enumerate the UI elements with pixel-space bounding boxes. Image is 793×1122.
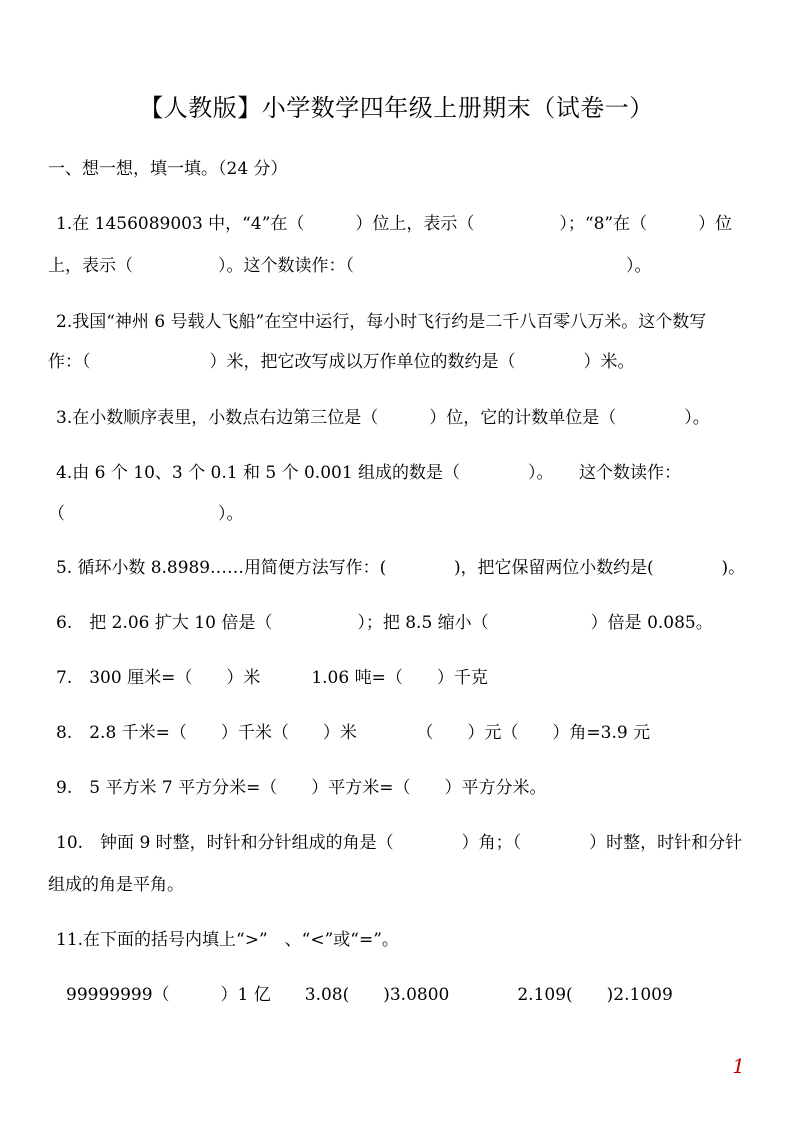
question-11: 11.在下面的括号内填上“>” 、“<”或“=”。	[56, 930, 399, 950]
question-10-line-2: 组成的角是平角。	[48, 875, 184, 895]
question-8: 8. 2.8 千米=（ ）千米（ ）米 （ ）元（ ）角=3.9 元	[56, 723, 651, 743]
question-4-line-1: 4.由 6 个 10、3 个 0.1 和 5 个 0.001 组成的数是（ ）。 这个数读作：	[56, 463, 682, 483]
question-2-line-2: 作：（ ）米，把它改写成以万作单位的数约是（ ）米。	[48, 352, 635, 372]
question-3: 3.在小数顺序表里，小数点右边第三位是（ ）位，它的计数单位是（ ）。	[56, 408, 710, 428]
question-5: 5. 循环小数 8.8989……用简便方法写作：( )，把它保留两位小数约是( )。	[56, 558, 746, 578]
question-7: 7. 300 厘米=（ ）米 1.06 吨=（ ）千克	[56, 668, 488, 688]
question-2-line-1: 2.我国“神州 6 号载人飞船”在空中运行，每小时飞行约是二千八百零八万米。这个数写	[56, 312, 707, 332]
document-title: 【人教版】小学数学四年级上册期末（试卷一）	[139, 94, 654, 122]
question-11-items: 99999999（ ）1 亿 3.08( )3.0800 2.109( )2.1009	[66, 985, 673, 1005]
question-4-line-2: （ ）。	[48, 504, 244, 524]
page-number: 1	[732, 1054, 745, 1078]
question-9: 9. 5 平方米 7 平方分米=（ ）平方米=（ ）平方分米。	[56, 778, 547, 798]
question-1-line-2: 上，表示（ ）。这个数读作：（ ）。	[48, 256, 652, 276]
question-6: 6. 把 2.06 扩大 10 倍是（ ）；把 8.5 缩小（ ）倍是 0.085。	[56, 613, 713, 633]
question-10-line-1: 10. 钟面 9 时整，时针和分针组成的角是（ ）角；（ ）时整，时针和分针	[56, 833, 743, 853]
question-1-line-1: 1.在 1456089003 中，“4”在（ ）位上，表示（ ）；“8”在（ ）位	[56, 214, 733, 234]
section-heading: 一、想一想，填一填。（24 分）	[48, 159, 288, 179]
